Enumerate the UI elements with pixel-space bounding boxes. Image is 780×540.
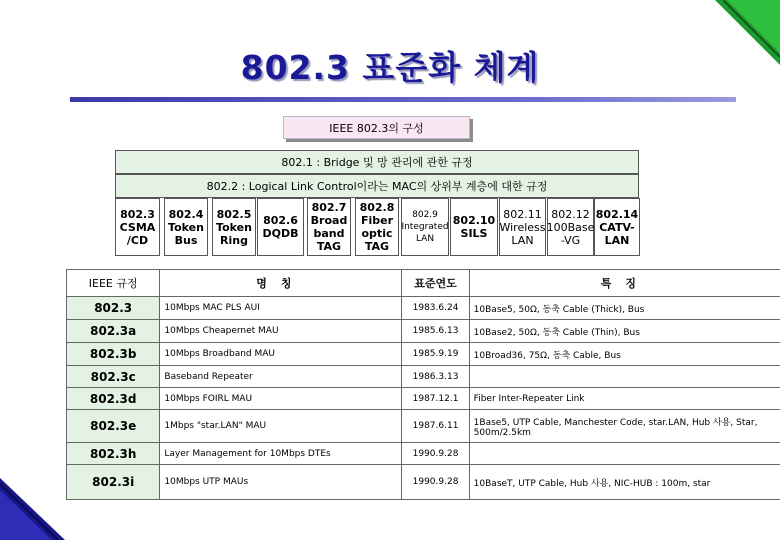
mac-box-line: Wireless — [499, 220, 546, 234]
compose-label: IEEE 802.3의 구성 — [283, 116, 470, 139]
table-row — [67, 297, 780, 320]
mac-box-802-14 — [594, 198, 640, 256]
mac-box-802-11 — [499, 198, 546, 256]
cell-standard: 802.3a — [67, 320, 160, 343]
table-row — [67, 443, 780, 465]
cell-name: 10Mbps FOIRL MAU — [160, 388, 402, 410]
header-name: 명칭 — [160, 270, 402, 297]
cell-feature — [469, 443, 780, 465]
cell-name: 1Mbps "star.LAN" MAU — [160, 410, 402, 443]
mac-box-label — [360, 201, 395, 253]
cell-name: 10Mbps Broadband MAU — [160, 343, 402, 366]
mac-box-line: 802.5 — [216, 207, 252, 221]
corner-decoration-bottom-left — [0, 478, 65, 540]
mac-box-802-6 — [257, 198, 304, 256]
cell-name: 10Mbps Cheapernet MAU — [160, 320, 402, 343]
mac-box-line: 802.12 — [551, 207, 590, 221]
table-row — [67, 343, 780, 366]
mac-box-label — [401, 209, 448, 245]
mac-box-line: Token — [216, 220, 252, 234]
cell-name: Baseband Repeater — [160, 366, 402, 388]
mac-box-line: 802.3 — [120, 207, 155, 221]
band-802-2: 802.2 : Logical Link Control이라는 MAC의 상위부 계층에 대한 규정 — [115, 174, 639, 198]
mac-box-line: band — [313, 227, 345, 240]
mac-box-line: TAG — [364, 240, 390, 253]
mac-box-line: 100Base — [546, 220, 595, 234]
mac-box-802-5 — [212, 198, 256, 256]
table-row — [67, 320, 780, 343]
cell-standard: 802.3b — [67, 343, 160, 366]
mac-box-802-4 — [164, 198, 208, 256]
cell-year: 1983.6.24 — [402, 297, 469, 320]
cell-standard: 802.3c — [67, 366, 160, 388]
mac-box-802-8 — [355, 198, 399, 256]
cell-name: 10Mbps UTP MAUs — [160, 465, 402, 500]
table-row — [67, 465, 780, 500]
mac-box-line: TAG — [316, 240, 342, 253]
header-feature: 특징 — [469, 270, 780, 297]
mac-box-label — [499, 208, 545, 247]
mac-box-line: 802.11 — [503, 207, 542, 221]
cell-year: 1990.9.28 — [402, 465, 469, 500]
table-row — [67, 388, 780, 410]
cell-standard: 802.3 — [67, 297, 160, 320]
cell-name: Layer Management for 10Mbps DTEs — [160, 443, 402, 465]
title-underline — [70, 97, 736, 102]
cell-feature: 10BaseT, UTP Cable, Hub 사용, NIC-HUB : 100m, star — [469, 465, 780, 500]
mac-box-label — [596, 208, 638, 247]
table-header-row — [67, 270, 780, 297]
mac-box-line: Token — [168, 220, 204, 234]
mac-box-line: LAN — [511, 233, 534, 247]
mac-box-line: 802.14 — [595, 207, 639, 221]
mac-box-line: -VG — [560, 233, 581, 247]
cell-standard: 802.3h — [67, 443, 160, 465]
header-year: 표준연도 — [402, 270, 469, 297]
mac-box-line: 802.8 — [359, 201, 395, 214]
mac-box-line: DQDB — [262, 227, 299, 240]
mac-box-line: 802.9 — [412, 210, 438, 220]
mac-box-line: 802.7 — [311, 201, 347, 214]
cell-year: 1987.12.1 — [402, 388, 469, 410]
cell-name: 10Mbps MAC PLS AUI — [160, 297, 402, 320]
mac-box-line: LAN — [604, 233, 630, 247]
cell-year: 1985.9.19 — [402, 343, 469, 366]
mac-box-802-7 — [307, 198, 351, 256]
cell-feature: 10Base2, 50Ω, 동축 Cable (Thin), Bus — [469, 320, 780, 343]
cell-year: 1985.6.13 — [402, 320, 469, 343]
cell-standard: 802.3e — [67, 410, 160, 443]
mac-box-label — [216, 208, 252, 247]
mac-box-line: optic — [361, 227, 393, 240]
cell-standard: 802.3d — [67, 388, 160, 410]
mac-box-line: Bus — [174, 233, 198, 247]
table-row — [67, 410, 780, 443]
cell-year: 1990.9.28 — [402, 443, 469, 465]
mac-box-line: CATV- — [599, 220, 635, 234]
mac-box-label — [263, 214, 299, 240]
mac-box-line: CSMA — [119, 220, 156, 234]
cell-feature: 10Broad36, 75Ω, 동축 Cable, Bus — [469, 343, 780, 366]
mac-box-line: SILS — [460, 227, 488, 240]
mac-box-label — [120, 208, 156, 247]
cell-feature: Fiber Inter-Repeater Link — [469, 388, 780, 410]
mac-box-line: LAN — [415, 234, 435, 244]
band-802-1: 802.1 : Bridge 및 망 관리에 관한 규정 — [115, 150, 639, 174]
mac-box-802-9 — [401, 198, 449, 256]
mac-box-line: 802.4 — [168, 207, 204, 221]
mac-box-line: /CD — [126, 233, 149, 247]
mac-box-label — [547, 208, 595, 247]
mac-box-802-10 — [450, 198, 498, 256]
page-title: 802.3 표준화 체계 — [240, 48, 540, 87]
mac-box-line: Integrated — [401, 222, 449, 232]
mac-box-line: Ring — [220, 233, 248, 247]
mac-box-line: 802.6 — [263, 214, 298, 227]
cell-feature: 1Base5, UTP Cable, Manchester Code, star.LAN, Hub 사용, Star, 500m/2.5km — [469, 410, 780, 443]
mac-box-802-12 — [547, 198, 594, 256]
mac-box-label — [453, 214, 495, 240]
cell-feature — [469, 366, 780, 388]
cell-standard: 802.3i — [67, 465, 160, 500]
mac-box-line: 802.10 — [452, 214, 496, 227]
cell-year: 1986.3.13 — [402, 366, 469, 388]
mac-box-label — [168, 208, 204, 247]
cell-year: 1987.6.11 — [402, 410, 469, 443]
ieee-802-3-spec-table — [66, 269, 780, 500]
table-row — [67, 366, 780, 388]
mac-box-label — [311, 201, 348, 253]
mac-box-line: Fiber — [360, 214, 394, 227]
mac-box-line: Broad — [310, 214, 348, 227]
cell-feature: 10Base5, 50Ω, 동축 Cable (Thick), Bus — [469, 297, 780, 320]
mac-box-802-3 — [115, 198, 160, 256]
header-standard: IEEE 규정 — [67, 270, 160, 297]
